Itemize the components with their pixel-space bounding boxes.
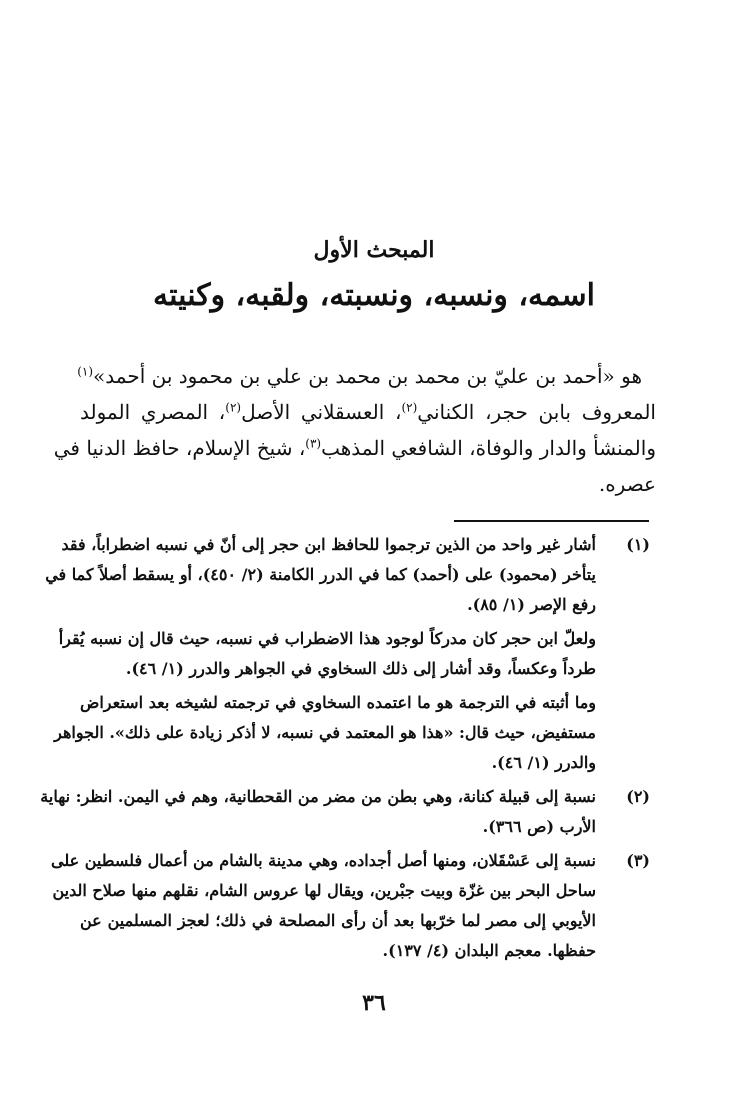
footnote-line: نسبة إلى عَسْقَلان، ومنها أصل أجداده، وهي مدينة بالشام من أعمال فلسطين على [51,851,596,870]
footnote-line: ساحل البحر بين غزّة وبيت جبْرين، ويقال لها عروس الشام، نقلهم منها صلاح الدين [52,881,596,900]
footnote-line: يتأخر (محمود) على (أحمد) كما في الدرر الكامنة (٢/ ٤٥٠)، أو يسقط أصلاً كما في [45,565,596,584]
footnote-ref[interactable]: (١) [77,364,94,379]
main-text-line [77,358,656,394]
text-run: ، شيخ الإسلام، حافظ الدنيا في [53,436,306,460]
page-number: ٣٦ [362,990,386,1016]
footnote-1 [45,530,650,778]
footnote-ref[interactable]: (٢) [401,400,418,415]
footnote-ref[interactable]: (٢) [225,400,242,415]
footnote-line: والدرر (١/ ٤٦). [491,753,596,772]
text-run: والمنشأ والدار والوفاة، الشافعي المذهب [321,436,656,460]
footnote-line: نسبة إلى قبيلة كنانة، وهي بطن من مضر من القحطانية، وهم في اليمن. انظر: نهاية [40,787,596,806]
footnote-line: حفظها. معجم البلدان (٤/ ١٣٧). [382,941,596,960]
chapter-title: اسمه، ونسبه، ونسبته، ولقبه، وكنيته [153,278,595,313]
footnote-number: (٣) [626,851,650,870]
footnote-separator [454,520,649,522]
text-run: المعروف بابن حجر، الكناني [417,400,656,424]
main-text-line [80,394,656,430]
footnote-line: مستفيض، حيث قال: «هذا هو المعتمد في نسبه، لا أذكر زيادة على ذلك». الجواهر [54,723,596,742]
footnote-number: (٢) [626,787,650,806]
footnote-3 [51,846,650,966]
main-text [53,358,656,502]
chapter-label: المبحث الأول [313,237,435,263]
main-text-line [80,466,656,502]
text-run: ، المصري المولد [80,400,226,424]
footnote-line: طرداً وعكساً، وقد أشار إلى ذلك السخاوي في الجواهر والدرر (١/ ٤٦). [125,659,596,678]
footnotes [40,530,650,966]
footnote-line: أشار غير واحد من الذين ترجموا للحافظ ابن حجر إلى أنّ في نسبه اضطراباً، فقد [61,535,596,554]
footnote-line: ولعلّ ابن حجر كان مدركاً لوجود هذا الاضطراب في نسبه، حيث قال إن نسبه يُقرأ [58,629,596,648]
footnote-ref[interactable]: (٣) [305,436,322,451]
text-run: هو «أحمد بن عليّ بن محمد بن محمد بن علي بن محمود بن أحمد» [93,364,642,388]
footnote-line: وما أثبته في الترجمة هو ما اعتمده السخاوي في ترجمته لشيخه بعد استعراض [80,693,596,712]
footnote-line: الأيوبي إلى مصر لما خرّبها بعد أن رأى المصلحة في ذلك؛ لعجز المسلمين عن [80,911,596,930]
main-text-line [53,430,656,466]
text-run: ، العسقلاني الأصل [241,400,402,424]
text-run: عصره. [598,472,656,496]
footnote-2 [40,782,650,842]
footnote-number: (١) [626,535,650,554]
footnote-line: رفع الإصر (١/ ٨٥). [467,595,596,614]
footnote-line: الأرب (ص ٣٦٦). [482,817,596,836]
